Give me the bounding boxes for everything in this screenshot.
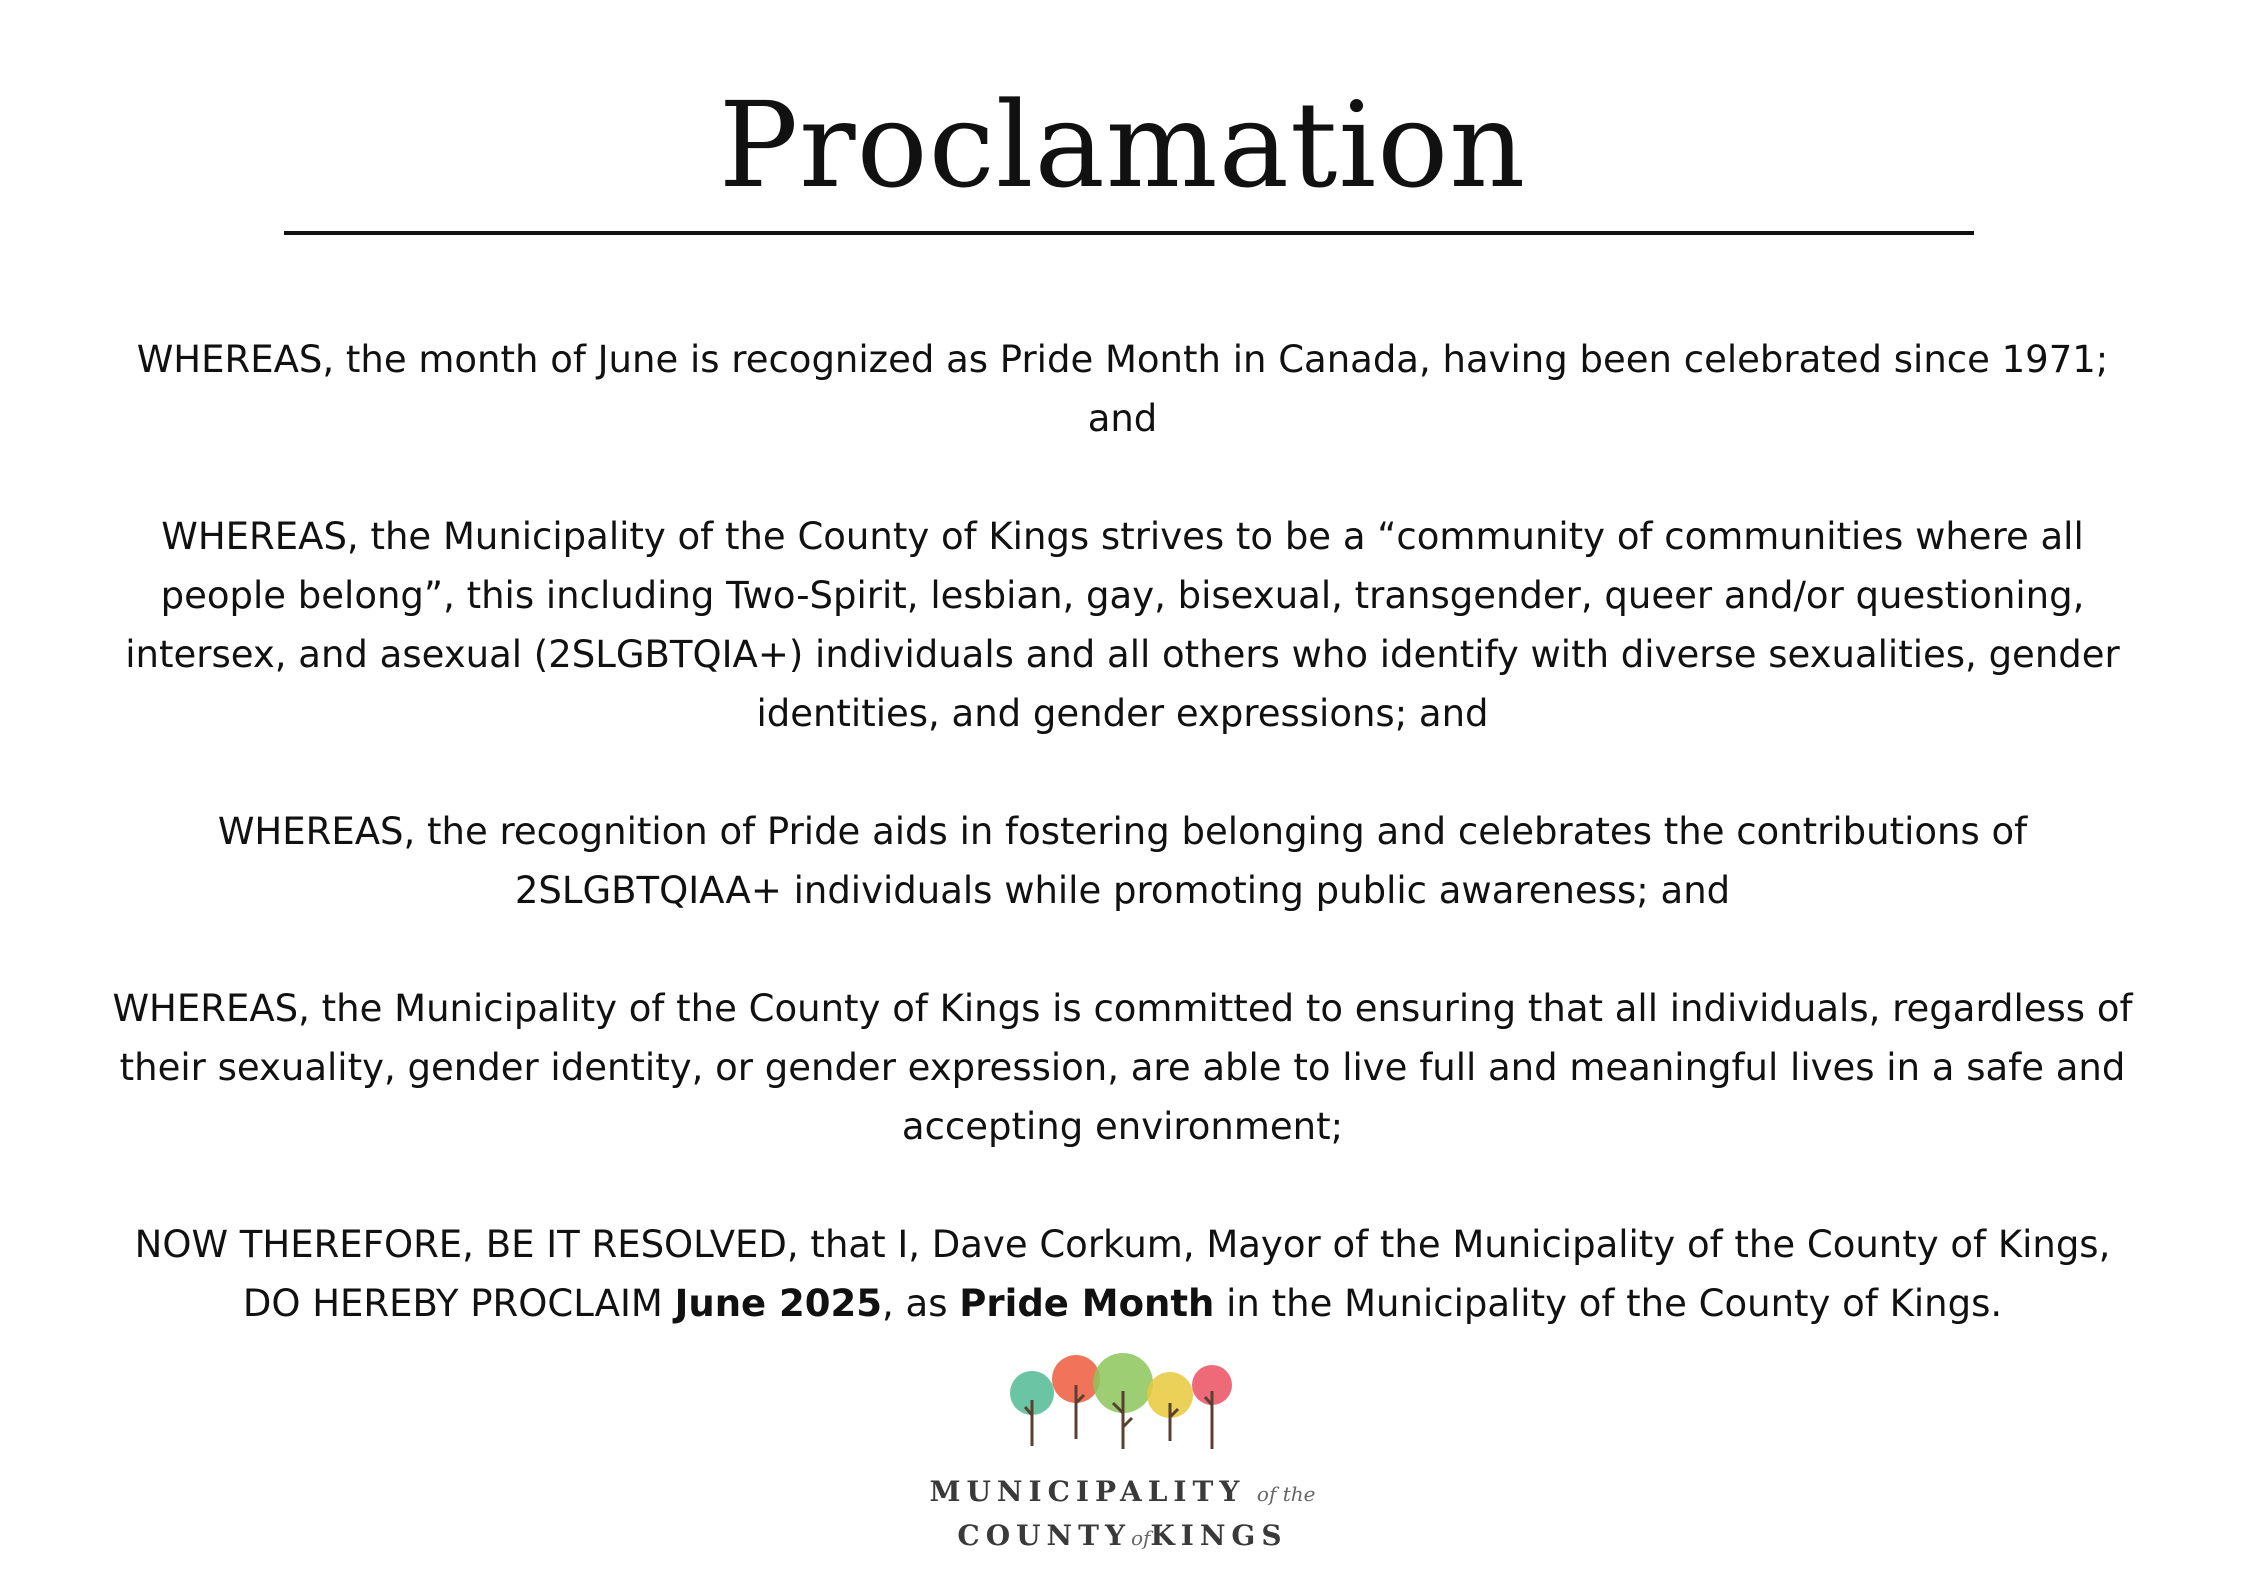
logo-wordmark — [0, 1472, 2245, 1560]
page-title: Proclamation — [718, 76, 1527, 214]
logo-line-1 — [0, 1472, 2245, 1516]
tree-3 — [1093, 1353, 1153, 1449]
logo-word-county: COUNTY — [957, 1519, 1131, 1552]
proclamation-body — [100, 330, 2145, 1333]
whereas-paragraph-3: WHEREAS, the recognition of Pride aids in fostering belonging and celebrates the contributions of 2SLGBTQIAA+ individuals while promoting public awareness; and — [217, 810, 2028, 912]
tree-5 — [1192, 1365, 1232, 1449]
tree-2 — [1052, 1355, 1100, 1439]
whereas-paragraph-1: WHEREAS, the month of June is recognized as Pride Month in Canada, having been celebrated since 1971; and — [136, 338, 2109, 440]
municipality-logo — [0, 1345, 2245, 1560]
resolution-suffix: in the Municipality of the County of Kings. — [1226, 1282, 2003, 1325]
logo-word-kings: KINGS — [1150, 1519, 1288, 1552]
logo-word-of: of — [1130, 1526, 1151, 1550]
whereas-paragraph-4: WHEREAS, the Municipality of the County of Kings is committed to ensuring that all individuals, regardless of their sexuality, gender identity, or gender expression, are able to live full and meaningful lives in a safe and accepting environment; — [112, 987, 2133, 1148]
title-divider — [284, 231, 1974, 235]
resolution-line-1: NOW THEREFORE, BE IT RESOLVED, that I, Dave Corkum, Mayor of the Municipality of the County of Kings, — [134, 1223, 2111, 1266]
whereas-paragraph-2: WHEREAS, the Municipality of the County of Kings strives to be a “community of communities where all people belong”, this including Two-Spirit, lesbian, gay, bisexual, transgender, queer and/or questioning, intersex, and asexual (2SLGBTQIA+) individuals and all others who identify with diverse sexualities, gender identities, and gender expressions; and — [125, 515, 2120, 735]
logo-line-2 — [0, 1516, 2245, 1560]
tree-1 — [1010, 1371, 1054, 1446]
proclaimed-date: June 2025 — [674, 1282, 883, 1325]
logo-word-municipality: MUNICIPALITY — [929, 1475, 1246, 1508]
trees-logo-icon — [1008, 1345, 1238, 1450]
resolution-middle: , as — [882, 1282, 948, 1325]
resolution-prefix: DO HEREBY PROCLAIM — [242, 1282, 663, 1325]
resolution-paragraph — [100, 1215, 2145, 1333]
logo-word-of-the: of the — [1256, 1482, 1316, 1506]
proclaimed-event: Pride Month — [959, 1282, 1215, 1325]
tree-4 — [1147, 1372, 1193, 1441]
resolution-line-2 — [100, 1274, 2145, 1333]
